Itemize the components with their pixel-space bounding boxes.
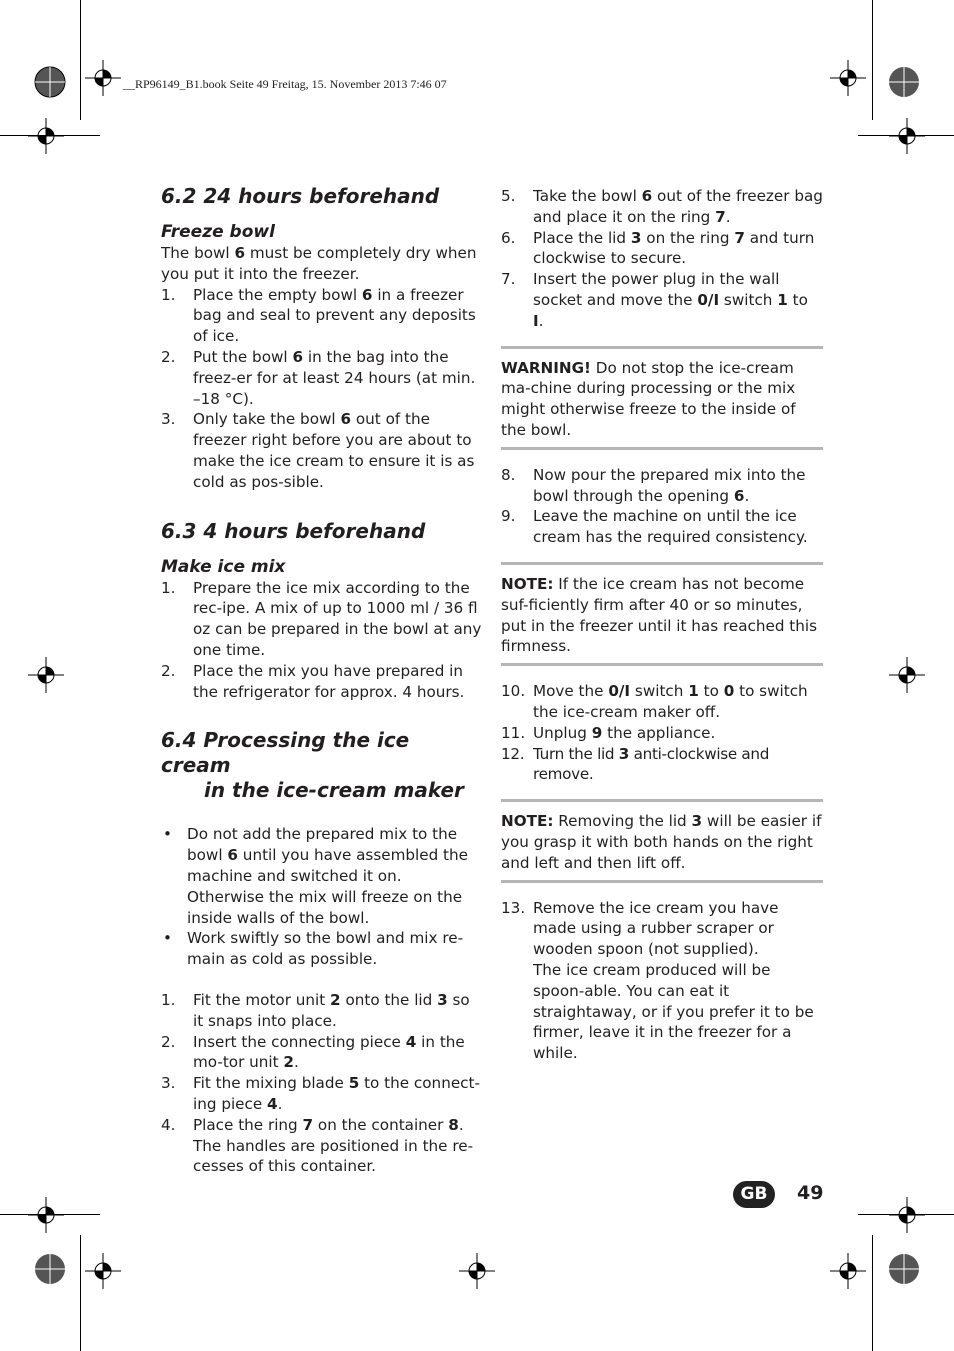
crop-mark [80,1235,81,1351]
list-item: 2. Insert the connecting piece 4 in the mo-tor unit 2. [161,1032,465,1072]
paragraph-intro: The bowl 6 must be completely dry when you put it into the freezer. [161,244,477,283]
crosshair-icon [459,1253,495,1289]
list-item: 4. Place the ring 7 on the container 8. The handles are positioned in the re-cesses of this container. [161,1115,474,1176]
crosshair-icon [28,118,64,154]
list-item: 6. Place the lid 3 on the ring 7 and turn clockwise to secure. [501,228,815,268]
warning-label: WARNING! [501,358,591,377]
list-item: 9. Leave the machine on until the ice cream has the required consistency. [501,507,808,547]
left-column [161,184,483,1177]
section-heading-6-4: 6.4 Processing the ice cream in the ice-cream maker [161,728,464,803]
list-item: 2. Place the mix you have prepared in the refrigerator for approx. 4 hours. [161,661,465,701]
steps-list-6-2 [161,285,483,493]
note-box: NOTE: If the ice cream has not become suf-ficiently firm after 40 or so minutes, put in the freezer until it has reached this firmness. [501,562,823,666]
crosshair-icon [28,1197,64,1233]
note-label: NOTE: [501,812,554,831]
registration-mark-icon [884,1249,924,1289]
steps-list-5-7 [501,186,823,332]
crosshair-icon [889,657,925,693]
note-label: NOTE: [501,574,554,593]
list-item: 7. Insert the power plug in the wall socket and move the 0/I switch 1 to I. [501,270,808,330]
registration-mark-icon [30,62,70,102]
list-item: 13. Remove the ice cream you have made using a rubber scraper or wooden spoon (not supplied). The ice cream produced will be spoon-able. You can eat it straightaway, or if you prefer it to be firmer, leave it in the freezer for a while. [501,898,814,1063]
list-item: 12. Turn the lid 3 anti-clockwise and remove. [501,744,770,784]
crop-mark [80,0,81,120]
steps-list-8-9 [501,465,823,548]
crosshair-icon [85,60,121,96]
crosshair-icon [85,1253,121,1289]
list-item: 3. Fit the mixing blade 5 to the connect-ing piece 4. [161,1074,480,1113]
note-box: NOTE: Removing the lid 3 will be easier if you grasp it with both hands on the right and left and then lift off. [501,799,823,882]
steps-list-10-12 [501,681,823,785]
list-item: • Work swiftly so the bowl and mix re-main as cold as possible. [163,929,464,969]
steps-list-6-4 [161,990,483,1177]
crosshair-icon [830,1253,866,1289]
list-item: 1. Fit the motor unit 2 onto the lid 3 so it snaps into place. [161,990,470,1030]
registration-mark-icon [884,62,924,102]
crosshair-icon [28,657,64,693]
list-item: 1. Place the empty bowl 6 in a freezer bag and seal to prevent any deposits of ice. [161,285,476,346]
list-item: 3. Only take the bowl 6 out of the freezer right before you are about to make the ice cream to ensure it is as cold as pos-sible. [161,410,475,491]
crosshair-icon [889,118,925,154]
crop-mark [872,1235,873,1351]
list-item: 2. Put the bowl 6 in the bag into the freez-er for at least 24 hours (at min. –18 °C). [161,347,476,408]
steps-list-13 [501,898,823,1064]
warning-box: WARNING! Do not stop the ice-cream ma-chine during processing or the mix might otherwise freeze to the inside of the bowl. [501,346,823,450]
print-slug: __RP96149_B1.book Seite 49 Freitag, 15. November 2013 7:46 07 [123,77,447,91]
list-item: 11. Unplug 9 the appliance. [501,723,716,742]
country-badge: GB [733,1181,775,1208]
steps-list-6-3 [161,578,483,703]
page-number: 49 [797,1182,824,1204]
right-column [501,186,823,1064]
crosshair-icon [889,1197,925,1233]
bullet-list [161,824,483,970]
section-heading-6-2: 6.2 24 hours beforehand [161,184,440,208]
list-item: • Do not add the prepared mix to the bowl 6 until you have assembled the machine and switched it on. Otherwise the mix will freeze on the inside walls of the bowl. [163,825,468,927]
list-item: 1. Prepare the ice mix according to the rec-ipe. A mix of up to 1000 ml / 36 fl oz can be prepared in the bowl at any one time. [161,578,482,659]
crop-mark [872,0,873,120]
section-heading-6-3: 6.3 4 hours beforehand [161,518,426,543]
registration-mark-icon [30,1249,70,1289]
list-item: 8. Now pour the prepared mix into the bowl through the opening 6. [501,465,806,505]
subheading-freeze-bowl: Freeze bowl [161,222,275,242]
list-item: 5. Take the bowl 6 out of the freezer bag and place it on the ring 7. [501,187,823,226]
subheading-make-ice-mix: Make ice mix [161,556,286,577]
crosshair-icon [830,60,866,96]
list-item: 10. Move the 0/I switch 1 to 0 to switch the ice-cream maker off. [501,682,808,721]
